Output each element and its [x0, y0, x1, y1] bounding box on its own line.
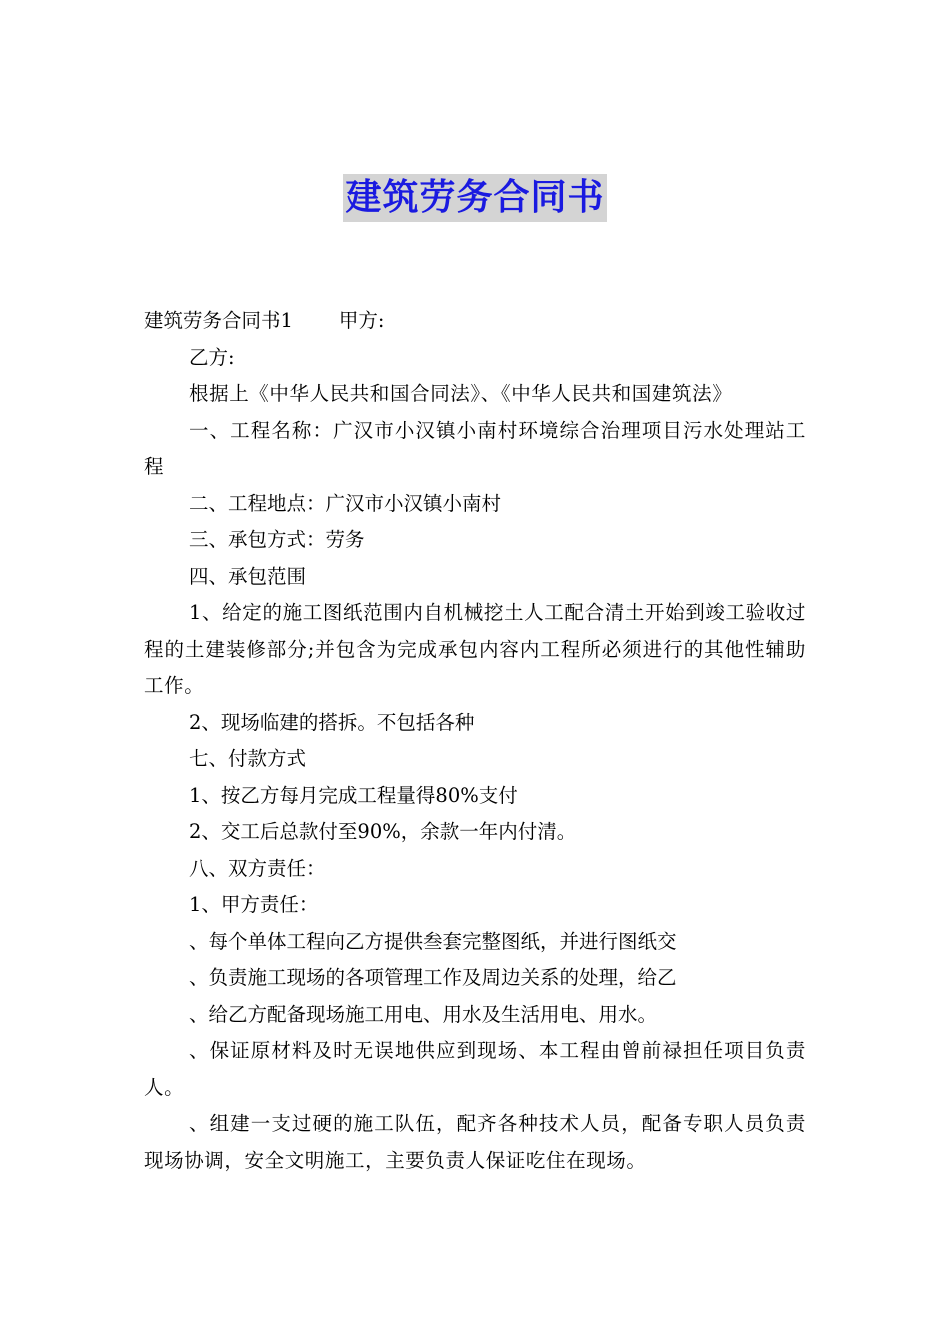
paragraph-responsibilities-heading: 八、双方责任： — [189, 856, 326, 880]
paragraph-project-name: 一、工程名称：广汉市小汉镇小南村环境综合治理项目污水处理站工程 — [144, 418, 806, 478]
paragraph-scope-item-2: 2、现场临建的搭拆。不包括各种 — [189, 710, 475, 734]
paragraph-responsibility-materials: 、保证原材料及时无误地供应到现场、本工程由曾前禄担任项目负责人。 — [144, 1039, 806, 1099]
paragraph-party-a-responsibility: 1、甲方责任： — [189, 893, 319, 916]
paragraph-responsibility-drawings: 、每个单体工程向乙方提供叁套完整图纸，并进行图纸交 — [189, 929, 677, 953]
paragraph-payment-item-1: 1、按乙方每月完成工程量得80%支付 — [189, 783, 518, 807]
heading-left: 建筑劳务合同书1 — [144, 309, 293, 332]
heading-line — [144, 303, 806, 340]
paragraph-contract-scope-heading: 四、承包范围 — [189, 564, 307, 588]
party-b-label: 乙方: — [189, 345, 235, 369]
document-title: 建筑劳务合同书 — [343, 174, 606, 222]
party-a-label: 甲方: — [338, 309, 385, 332]
paragraph-responsibility-utilities: 、给乙方配备现场施工用电、用水及生活用电、用水。 — [189, 1002, 658, 1026]
document-body — [144, 303, 806, 1179]
paragraph-legal-basis: 根据上《中华人民共和国合同法》、《中华人民共和国建筑法》 — [189, 382, 733, 405]
paragraph-payment-item-2: 2、交工后总款付至90%，余款一年内付清。 — [189, 820, 577, 843]
paragraph-project-location: 二、工程地点：广汉市小汉镇小南村 — [189, 491, 502, 515]
paragraph-scope-item-1: 1、给定的施工图纸范围内自机械挖土人工配合清土开始到竣工验收过程的土建装修部分;并包含为完成承包内容内工程所必须进行的其他性辅助工作。 — [144, 601, 806, 697]
paragraph-contract-method: 三、承包方式：劳务 — [189, 528, 365, 551]
paragraph-responsibility-management: 、负责施工现场的各项管理工作及周边关系的处理，给乙 — [189, 966, 677, 989]
paragraph-payment-heading: 七、付款方式 — [189, 747, 307, 770]
title-container — [0, 174, 950, 222]
paragraph-responsibility-team: 、组建一支过硬的施工队伍，配齐各种技术人员，配备专职人员负责现场协调，安全文明施工，主要负责人保证吃住在现场。 — [144, 1112, 806, 1172]
